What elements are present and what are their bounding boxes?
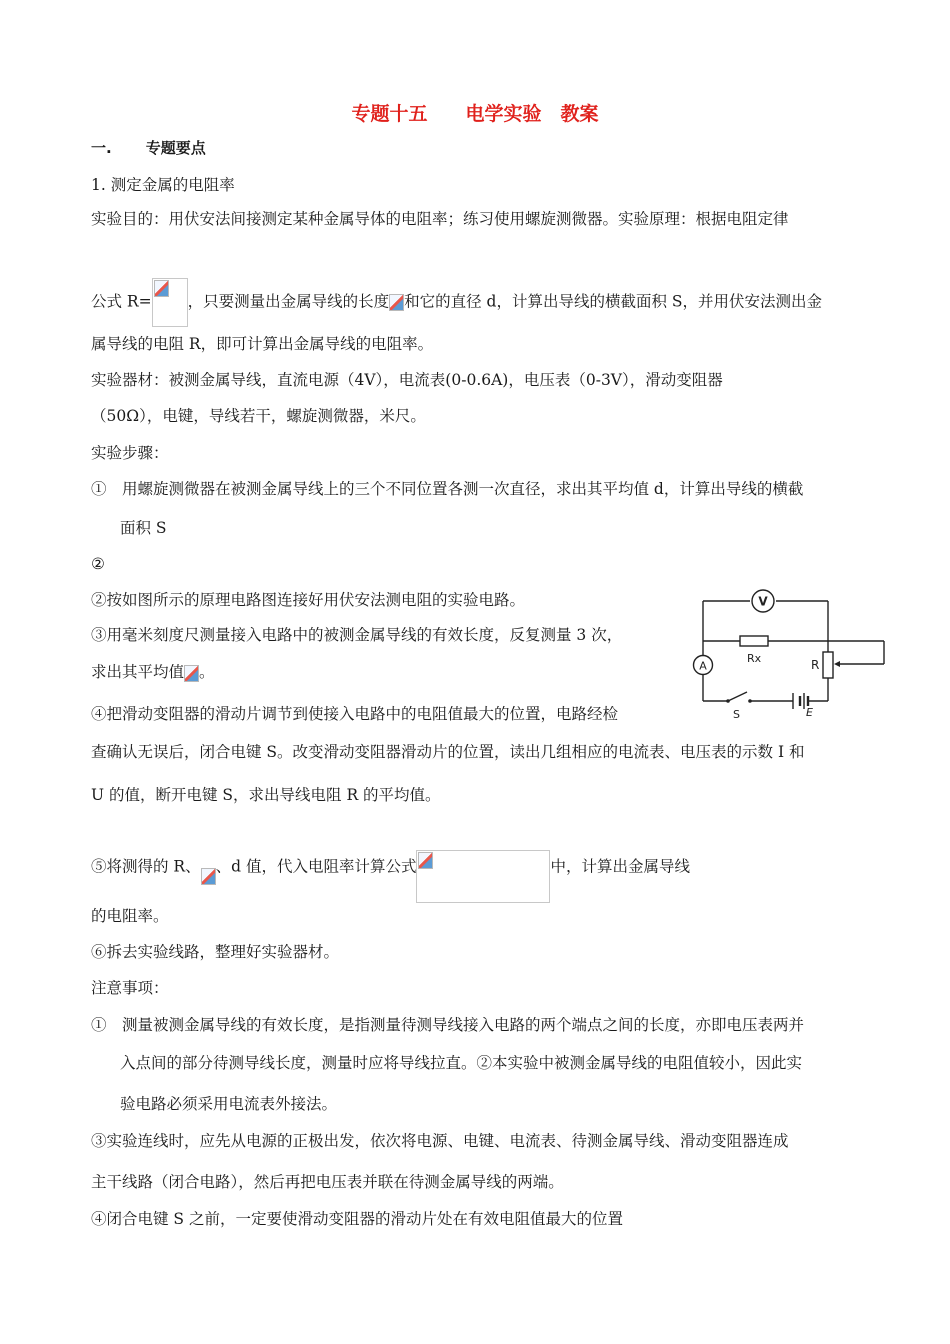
- step-5-text-b: 、d 值，代入电阻率计算公式: [215, 857, 417, 876]
- formula-line-2: 属导线的电阻 R，即可计算出金属导线的电阻率。: [91, 335, 434, 353]
- note-1-line-1: ① 测量被测金属导线的有效长度，是指测量待测导线接入电路的两个端点之间的长度，亦即电压表两并: [91, 1016, 805, 1034]
- section-heading: [91, 137, 206, 159]
- equipment-line-1: 实验器材：被测金属导线，直流电源（4V），电流表(0-0.6A)，电压表（0-3V），滑动变阻器: [91, 371, 723, 389]
- equipment-line-2: （50Ω），电键，导线若干，螺旋测微器，米尺。: [91, 407, 426, 425]
- switch-contact: [748, 699, 752, 703]
- step-3-end: 。: [199, 663, 215, 681]
- purpose-line: 实验目的：用伏安法间接测定某种金属导体的电阻率；练习使用螺旋测微器。实验原理：根据电阻定律: [91, 210, 789, 228]
- note-4: ④闭合电键 S 之前，一定要使滑动变阻器的滑动片处在有效电阻值最大的位置: [91, 1210, 623, 1228]
- formula-line: [91, 278, 822, 327]
- note-3-line-1: ③实验连线时，应先从电源的正极出发，依次将电源、电键、电流表、待测金属导线、滑动变阻器连成: [91, 1132, 789, 1150]
- slider-arrow: [834, 661, 840, 667]
- section-number: 一.: [91, 139, 112, 157]
- switch-label: S: [733, 708, 740, 721]
- length-symbol-image: [389, 294, 404, 311]
- formula-text-b: 和它的直径 d，计算出导线的横截面积 S，并用伏安法测出金: [404, 292, 823, 311]
- broken-image-icon: [418, 852, 433, 869]
- step-5-text-a: ⑤将测得的 R、: [91, 857, 201, 876]
- rx-resistor-symbol: [740, 636, 768, 646]
- step-blank: ②: [91, 555, 105, 573]
- step-2: ②按如图所示的原理电路图连接好用伏安法测电阻的实验电路。: [91, 591, 526, 609]
- step-4-line-3: U 的值，断开电键 S，求出导线电阻 R 的平均值。: [91, 786, 441, 804]
- step-5-line-2: 的电阻率。: [91, 907, 169, 925]
- rx-label: Rx: [747, 652, 762, 665]
- voltmeter-label: V: [758, 594, 768, 609]
- step-1-line-2: 面积 S: [120, 519, 167, 537]
- step-4-line-1: ④把滑动变阻器的滑动片调节到使接入电路中的电阻值最大的位置，电路经检: [91, 705, 619, 723]
- topic-heading: 1. 测定金属的电阻率: [91, 176, 235, 194]
- rheostat-symbol: [823, 652, 833, 678]
- length-symbol-image: [184, 665, 199, 682]
- switch-symbol: [728, 692, 747, 701]
- step-1-line-1: ① 用螺旋测微器在被测金属导线上的三个不同位置各测一次直径，求出其平均值 d，计算出导线的横截: [91, 480, 804, 498]
- note-3-line-2: 主干线路（闭合电路），然后再把电压表并联在待测金属导线的两端。: [91, 1173, 564, 1191]
- step-3-line-1: ③用毫米刻度尺测量接入电路中的被测金属导线的有效长度，反复测量 3 次，: [91, 626, 623, 644]
- source-label: E: [806, 706, 813, 719]
- step-5-text-c: 中，计算出金属导线: [550, 857, 690, 876]
- formula-prefix: 公式 R=: [91, 292, 152, 311]
- step-6: ⑥拆去实验线路，整理好实验器材。: [91, 943, 340, 961]
- note-1-line-3: 验电路必须采用电流表外接法。: [120, 1095, 338, 1113]
- switch-contact: [726, 699, 730, 703]
- section-label: 专题要点: [145, 139, 206, 157]
- circuit-diagram: [699, 592, 885, 722]
- steps-heading: 实验步骤：: [91, 444, 169, 462]
- step-3-text: 求出其平均值: [91, 663, 185, 681]
- length-symbol-image: [201, 868, 216, 885]
- broken-image-icon: [154, 280, 169, 297]
- step-5-line: [91, 832, 690, 903]
- step-3-line-2: [91, 661, 215, 683]
- resistance-formula-image: [152, 278, 188, 327]
- step-4-line-2: 查确认无误后，闭合电键 S。改变滑动变阻器滑动片的位置，读出几组相应的电流表、电压表的示数 I 和: [91, 743, 805, 761]
- formula-text-a: ，只要测量出金属导线的长度: [187, 292, 390, 311]
- note-1-line-2: 入点间的部分待测导线长度，测量时应将导线拉直。②本实验中被测金属导线的电阻值较小，因此实: [120, 1054, 803, 1072]
- ammeter-label: A: [699, 659, 707, 673]
- page-title: 专题十五 电学实验 教案: [351, 103, 599, 125]
- notes-heading: 注意事项：: [91, 979, 169, 997]
- resistivity-formula-image: [416, 850, 550, 903]
- rheostat-label: R: [811, 658, 820, 672]
